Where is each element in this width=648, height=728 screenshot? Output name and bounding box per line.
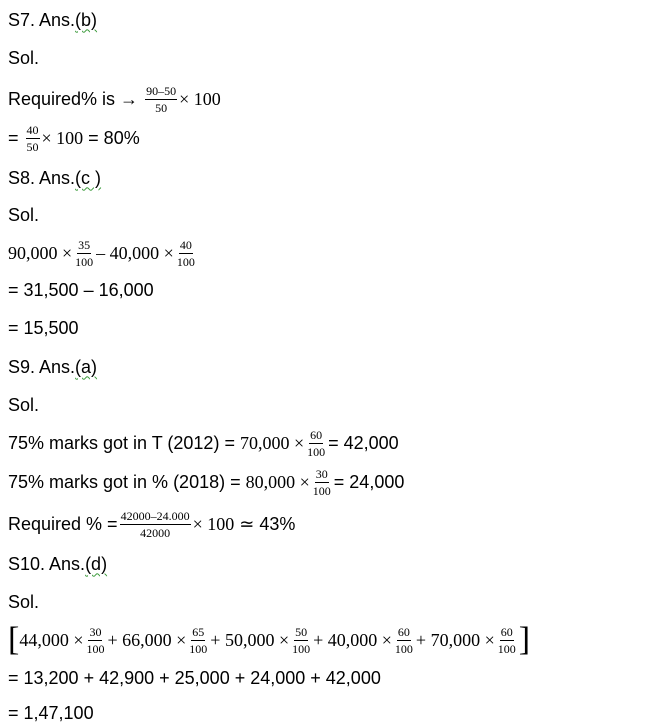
s7-equals: = xyxy=(8,127,19,148)
s10-fraction-4-numerator: 60 xyxy=(397,624,410,639)
s10-line-3: = 1,47,100 xyxy=(8,702,94,723)
s10-answer: (d) xyxy=(85,553,108,574)
s10-fraction-3-numerator: 50 xyxy=(295,624,308,639)
s10-fraction-1 xyxy=(85,625,105,656)
s7-fraction-1 xyxy=(145,84,177,115)
s9-fraction-2 xyxy=(312,467,332,498)
s8-fraction-2-numerator: 40 xyxy=(179,237,192,252)
s9-answer: (a) xyxy=(75,356,98,377)
s8-sol-label: Sol. xyxy=(8,204,40,225)
s10-fraction-5 xyxy=(497,625,517,656)
s9-fraction-2-numerator: 30 xyxy=(315,466,328,481)
s10-fraction-4-denominator: 100 xyxy=(394,641,413,656)
s9-line-1-term: 70,000 × xyxy=(239,432,305,453)
s7-heading xyxy=(8,5,97,35)
s9-sol-label: Sol. xyxy=(8,394,40,415)
s7-ans-label: S7. Ans. xyxy=(8,9,76,30)
s10-ans-label: S10. Ans. xyxy=(8,553,86,574)
s10-sol-label: Sol. xyxy=(8,591,40,612)
s9-fraction-1-denominator: 100 xyxy=(307,444,326,459)
s8-fraction-2-denominator: 100 xyxy=(176,254,195,269)
s10-fraction-1-numerator: 30 xyxy=(89,624,102,639)
s7-result: = 80% xyxy=(88,127,140,148)
s9-fraction-3-denominator: 42000 xyxy=(140,525,171,540)
s10-bracket-close: ] xyxy=(518,621,531,658)
s7-fraction-1-denominator: 50 xyxy=(155,100,168,115)
s10-line-1 xyxy=(8,621,531,658)
s7-fraction-2 xyxy=(26,123,40,154)
s9-fraction-1-numerator: 60 xyxy=(310,427,323,442)
s8-fraction-1-numerator: 35 xyxy=(78,237,91,252)
s7-line-2 xyxy=(8,123,140,153)
s10-fraction-3 xyxy=(291,625,311,656)
s10-fraction-2-denominator: 100 xyxy=(189,641,208,656)
s10-bracket-open: [ xyxy=(8,621,20,658)
s7-line-1 xyxy=(8,84,221,114)
s8-term-2: – 40,000 × xyxy=(96,242,174,263)
s8-heading xyxy=(8,163,101,193)
s9-line-2-result: = 24,000 xyxy=(333,471,405,492)
s7-sol-label: Sol. xyxy=(8,47,40,68)
s9-ans-label: S9. Ans. xyxy=(8,356,76,377)
s8-line-1 xyxy=(8,238,198,268)
s10-fraction-5-denominator: 100 xyxy=(497,641,516,656)
s10-term-3: + 50,000 × xyxy=(210,629,290,650)
s9-fraction-3-numerator: 42000–24.000 xyxy=(120,508,190,523)
s9-line-2-text: 75% marks got in % (2018) = xyxy=(8,471,241,492)
s8-answer: (c ) xyxy=(75,167,102,188)
s10-fraction-1-denominator: 100 xyxy=(86,641,105,656)
s7-fraction-1-numerator: 90–50 xyxy=(146,83,177,98)
s9-line-3-text: Required % = xyxy=(8,513,118,534)
s8-fraction-1 xyxy=(74,238,94,269)
s9-fraction-1 xyxy=(306,428,326,459)
s10-term-4: + 40,000 × xyxy=(313,629,392,650)
s8-line-3: = 15,500 xyxy=(8,317,79,338)
s10-fraction-2 xyxy=(188,625,208,656)
s7-fraction-2-numerator: 40 xyxy=(26,122,39,137)
s7-answer: (b) xyxy=(75,9,98,30)
s10-fraction-3-denominator: 100 xyxy=(292,641,311,656)
s8-fraction-2 xyxy=(176,238,196,269)
s9-line-1-result: = 42,000 xyxy=(328,432,399,453)
s8-ans-label: S8. Ans. xyxy=(8,167,76,188)
s9-fraction-3 xyxy=(120,509,191,540)
s10-line-2: = 13,200 + 42,900 + 25,000 + 24,000 + 42,000 xyxy=(8,667,381,688)
s9-line-1 xyxy=(8,428,399,458)
s10-heading xyxy=(8,549,107,579)
s10-term-1: 44,000 × xyxy=(19,629,84,650)
s9-heading xyxy=(8,352,97,382)
s10-fraction-5-numerator: 60 xyxy=(500,624,513,639)
s9-line-1-text: 75% marks got in T (2012) = xyxy=(8,432,235,453)
s8-term-1: 90,000 × xyxy=(8,242,73,263)
s9-fraction-2-denominator: 100 xyxy=(312,483,331,498)
s8-fraction-1-denominator: 100 xyxy=(75,254,94,269)
s9-line-3-result: ≃ 43% xyxy=(239,513,296,534)
s7-required-text: Required% is → xyxy=(8,88,139,109)
s7-times-100: × 100 xyxy=(179,88,221,109)
s9-times-100: × 100 xyxy=(192,513,235,534)
s9-line-3 xyxy=(8,509,295,539)
s7-fraction-2-denominator: 50 xyxy=(26,139,39,154)
s8-line-2: = 31,500 – 16,000 xyxy=(8,279,154,300)
s10-term-5: + 70,000 × xyxy=(415,629,495,650)
s9-line-2 xyxy=(8,467,404,497)
s10-fraction-4 xyxy=(394,625,414,656)
s10-term-2: + 66,000 × xyxy=(107,629,187,650)
s7-times-100-b: × 100 xyxy=(41,127,84,148)
s9-line-2-term: 80,000 × xyxy=(245,471,310,492)
s10-fraction-2-numerator: 65 xyxy=(192,624,205,639)
